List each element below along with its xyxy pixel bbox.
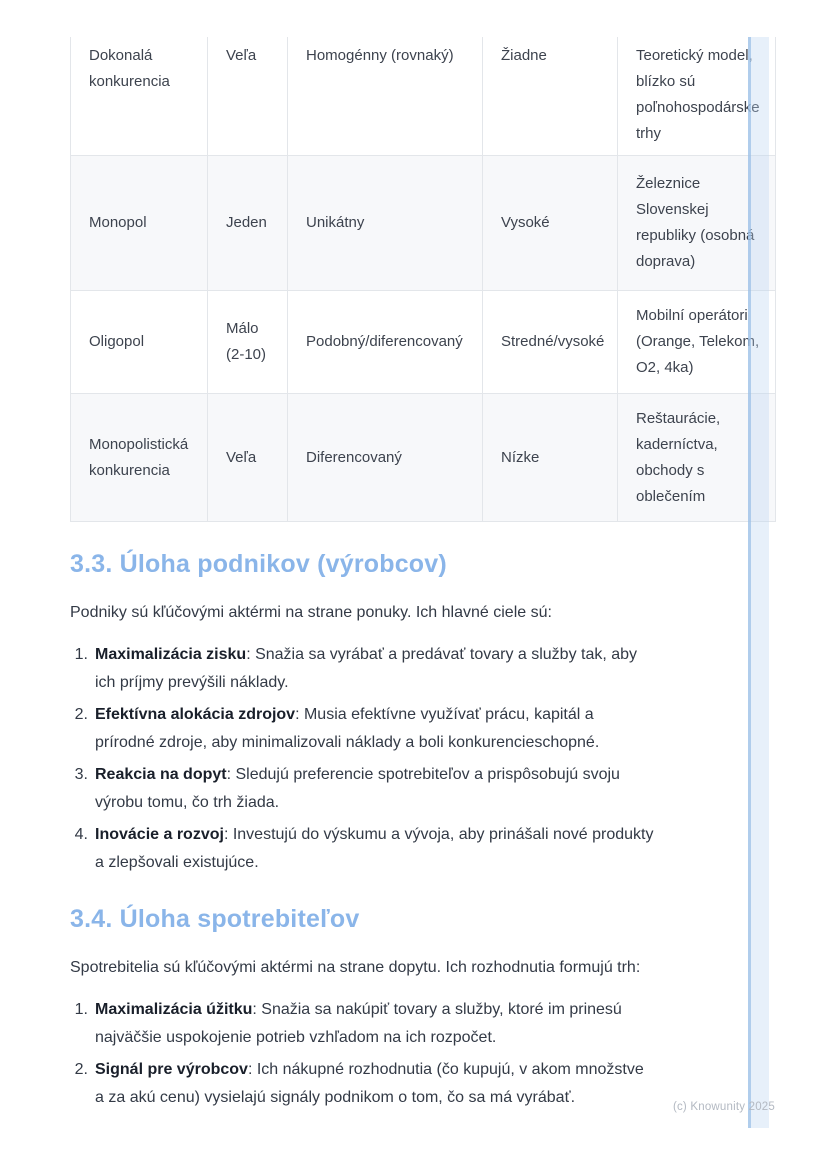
- table-cell: Málo (2-10): [208, 291, 288, 394]
- list-item-number: 2.: [74, 1061, 88, 1078]
- numbered-list: [70, 641, 775, 877]
- list-item-number: 1.: [74, 1001, 88, 1018]
- list-item: [70, 996, 775, 1052]
- list-item-lead: Reakcia na dopyt: [95, 766, 227, 783]
- table-cell: Monopolistická konkurencia: [71, 394, 208, 522]
- list-item-text: : Snažia sa vyrábať a predávať tovary a služby tak, aby ich príjmy prevýšili náklady.: [95, 646, 638, 691]
- table-cell: Jeden: [208, 156, 288, 291]
- list-item-lead: Inovácie a rozvoj: [95, 826, 224, 843]
- section-heading-3-4: 3.4. Úloha spotrebiteľov: [70, 905, 360, 933]
- list-item-number: 4.: [74, 826, 88, 843]
- table-row: [71, 156, 776, 291]
- list-item-lead: Maximalizácia úžitku: [95, 1001, 253, 1018]
- table-cell: Žiadne: [483, 37, 618, 156]
- table-cell: Teoretický model, blízko sú poľnohospodárske trhy: [618, 37, 776, 156]
- list-item-lead: Maximalizácia zisku: [95, 646, 247, 663]
- list-item-number: 1.: [74, 646, 88, 663]
- list-item-lead: Efektívna alokácia zdrojov: [95, 706, 296, 723]
- section-intro: Spotrebitelia sú kľúčovými aktérmi na strane dopytu. Ich rozhodnutia formujú trh:: [70, 959, 641, 976]
- table-cell: Stredné/vysoké: [483, 291, 618, 394]
- table-cell: Diferencovaný: [288, 394, 483, 522]
- list-item-text: : Investujú do výskumu a vývoja, aby prinášali nové produkty a zlepšovali existujúce.: [95, 826, 654, 871]
- table-cell: Nízke: [483, 394, 618, 522]
- table-cell: Veľa: [208, 37, 288, 156]
- table-cell: Veľa: [208, 394, 288, 522]
- table-cell: Železnice Slovenskej republiky (osobná doprava): [618, 156, 776, 291]
- numbered-list: [70, 996, 775, 1112]
- table-row: [71, 37, 776, 156]
- list-item-number: 3.: [74, 766, 88, 783]
- section-heading-3-3: 3.3. Úloha podnikov (výrobcov): [70, 550, 447, 578]
- market-structures-table: [70, 37, 776, 522]
- table-cell: Unikátny: [288, 156, 483, 291]
- table-row: [71, 394, 776, 522]
- table-cell: Dokonalá konkurencia: [71, 37, 208, 156]
- list-item: [70, 701, 775, 757]
- list-item-text: : Ich nákupné rozhodnutia (čo kupujú, v akom množstve a za akú cenu) vysielajú signály podnikom o tom, čo sa má vyrábať.: [95, 1061, 644, 1106]
- list-item: [70, 641, 775, 697]
- table-row: [71, 291, 776, 394]
- table-cell: Homogénny (rovnaký): [288, 37, 483, 156]
- list-item: [70, 761, 775, 817]
- list-item: [70, 821, 775, 877]
- list-item-lead: Signál pre výrobcov: [95, 1061, 248, 1078]
- list-item-text: : Sledujú preferencie spotrebiteľov a prispôsobujú svoju výrobu tomu, čo trh žiada.: [95, 766, 620, 811]
- section-intro: Podniky sú kľúčovými aktérmi na strane ponuky. Ich hlavné ciele sú:: [70, 604, 552, 621]
- table-cell: Podobný/diferencovaný: [288, 291, 483, 394]
- table-cell: Mobilní operátori (Orange, Telekom, O2, 4ka): [618, 291, 776, 394]
- table-cell: Monopol: [71, 156, 208, 291]
- table-cell: Vysoké: [483, 156, 618, 291]
- list-item-number: 2.: [74, 706, 88, 723]
- list-item-text: : Snažia sa nakúpiť tovary a služby, ktoré im prinesú najväčšie uspokojenie potrieb vzhľadom na ich rozpočet.: [95, 1001, 622, 1046]
- table-cell: Oligopol: [71, 291, 208, 394]
- table-cell: Reštaurácie, kaderníctva, obchody s oblečením: [618, 394, 776, 522]
- list-item-text: : Musia efektívne využívať prácu, kapitál a prírodné zdroje, aby minimalizovali náklady a boli konkurencieschopné.: [95, 706, 600, 751]
- list-item: [70, 1056, 775, 1112]
- document-page: [70, 37, 775, 1116]
- watermark: (c) Knowunity 2025: [672, 1101, 775, 1113]
